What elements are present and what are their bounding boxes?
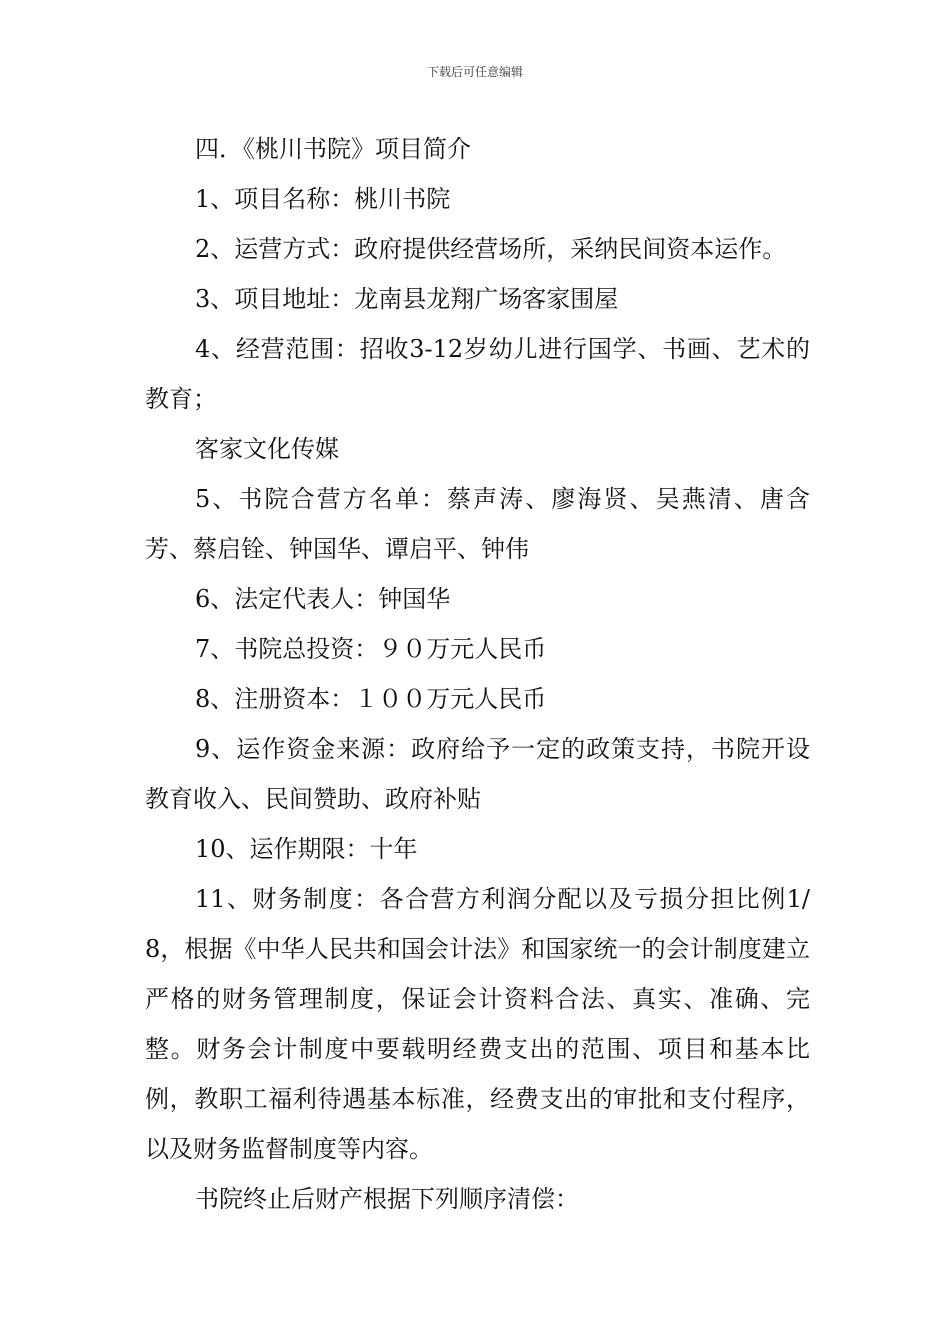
business-scope-extra: 客家文化传媒 [195, 435, 339, 463]
operation-mode-item: 2、运营方式：政府提供经营场所，采纳民间资本运作。 [195, 235, 787, 263]
funding-source-item: 9、运作资金来源：政府给予一定的政策支持，书院开设教育收入、民间赞助、政府补贴 [145, 735, 810, 813]
legal-representative-item: 6、法定代表人：钟国华 [195, 585, 451, 613]
page-header-note: 下载后可任意编辑 [426, 65, 523, 79]
partners-list-item: 5、书院合营方名单：蔡声涛、廖海贤、吴燕清、唐含芳、蔡启铨、钟国华、谭启平、钟伟 [145, 485, 810, 563]
section-heading: 四．《桃川书院》项目简介 [195, 135, 471, 163]
registered-capital-item: 8、注册资本：１００万元人民币 [195, 685, 547, 713]
project-address-item: 3、项目地址：龙南县龙翔广场客家围屋 [195, 285, 619, 313]
project-name-item: 1、项目名称：桃川书院 [195, 185, 451, 213]
total-investment-item: 7、书院总投资：９０万元人民币 [195, 635, 547, 663]
liquidation-order-paragraph: 书院终止后财产根据下列顺序清偿： [195, 1185, 579, 1213]
business-scope-item: 4、经营范围：招收3-12岁幼儿进行国学、书画、艺术的教育； [145, 335, 810, 413]
operation-term-item: 10、运作期限：十年 [195, 835, 418, 863]
financial-system-item: 11、财务制度：各合营方利润分配以及亏损分担比例1/8，根据《中华人民共和国会计法》和国家统一的会计制度建立严格的财务管理制度，保证会计资料合法、真实、准确、完整。财务会计制度中要载明经费支出的范围、项目和基本比例，教职工福利待遇基本标准，经费支出的审批和支付程序，以及财务监督制度等内容。 [145, 885, 810, 1163]
document-body [145, 124, 810, 1224]
